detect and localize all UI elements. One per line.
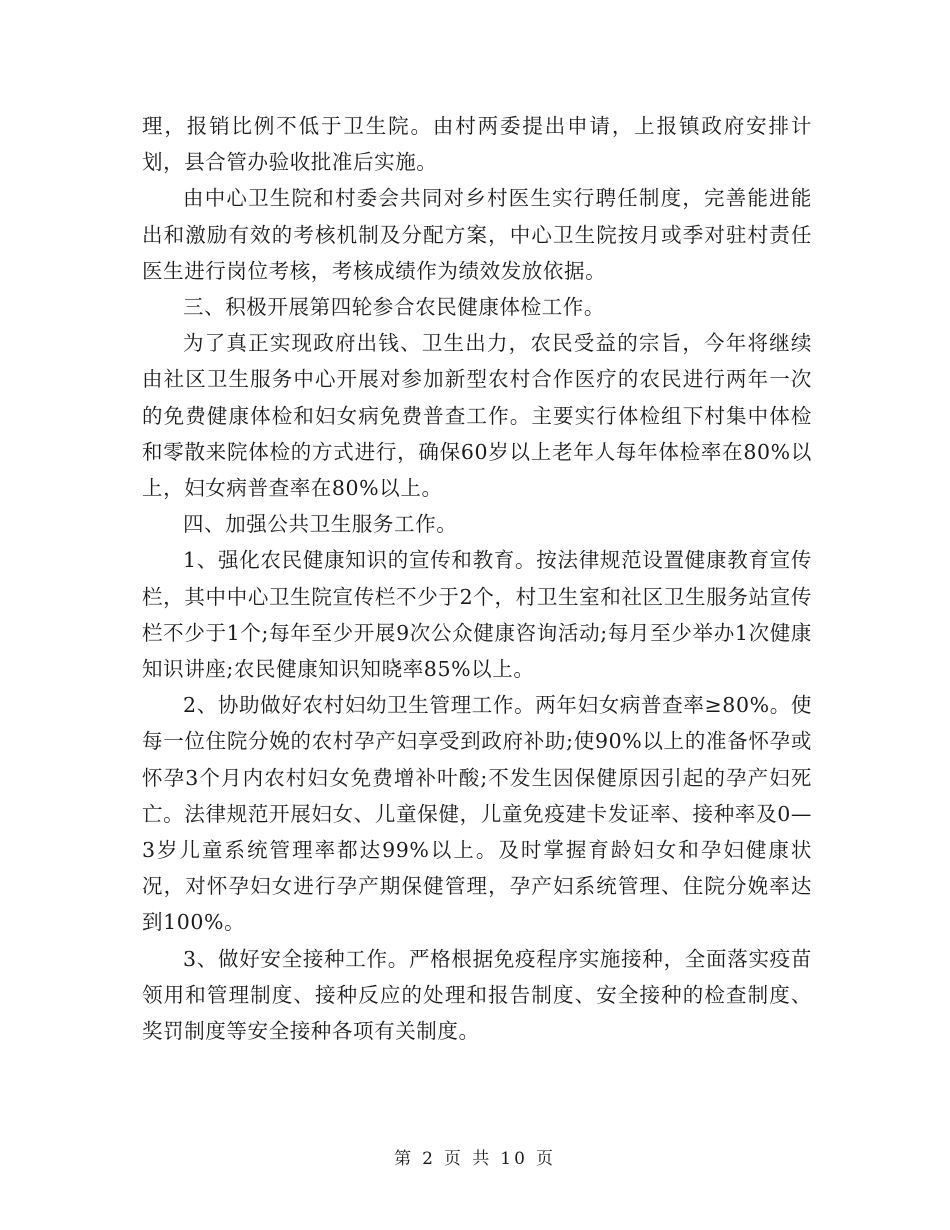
footer-middle: 页 共 (443, 1149, 493, 1169)
paragraph: 理，报销比例不低于卫生院。由村两委提出申请，上报镇政府安排计划，县合管办验收批准后实施。 (142, 114, 812, 175)
total-pages-number: 10 (500, 1149, 528, 1169)
paragraph: 由中心卫生院和村委会共同对乡村医生实行聘任制度，完善能进能出和激励有效的考核机制及分配方案，中心卫生院按月或季对驻村责任医生进行岗位考核，考核成绩作为绩效发放依据。 (142, 186, 812, 283)
paragraph: 1、强化农民健康知识的宣传和教育。按法律规范设置健康教育宣传栏，其中中心卫生院宣传栏不少于2个，村卫生室和社区卫生服务站宣传栏不少于1个;每年至少开展9次公众健康咨询活动;每月至少举办1次健康知识讲座;农民健康知识知晓率85%以上。 (142, 548, 812, 682)
page-footer (0, 1144, 950, 1169)
current-page-number: 2 (422, 1149, 436, 1169)
paragraph: 2、协助做好农村妇幼卫生管理工作。两年妇女病普查率≥80%。使每一位住院分娩的农村孕产妇享受到政府补助;使90%以上的准备怀孕或怀孕3个月内农村妇女免费增补叶酸;不发生因保健原因引起的孕产妇死亡。法律规范开展妇女、儿童保健，儿童免疫建卡发证率、接种率及0—3岁儿童系统管理率都达99%以上。及时掌握育龄妇女和孕妇健康状况，对怀孕妇女进行孕产期保健管理，孕产妇系统管理、住院分娩率达到100%。 (142, 693, 812, 935)
paragraph: 为了真正实现政府出钱、卫生出力，农民受益的宗旨，今年将继续由社区卫生服务中心开展对参加新型农村合作医疗的农民进行两年一次的免费健康体检和妇女病免费普查工作。主要实行体检组下村集中体检和零散来院体检的方式进行，确保60岁以上老年人每年体检率在80%以上，妇女病普查率在80%以上。 (142, 331, 812, 501)
footer-prefix: 第 (394, 1149, 415, 1169)
footer-suffix: 页 (535, 1149, 556, 1169)
paragraph: 3、做好安全接种工作。严格根据免疫程序实施接种，全面落实疫苗领用和管理制度、接种反应的处理和报告制度、安全接种的检查制度、奖罚制度等安全接种各项有关制度。 (142, 946, 812, 1044)
section-heading: 四、加强公共卫生服务工作。 (183, 512, 458, 537)
section-heading: 三、积极开展第四轮参合农民健康体检工作。 (183, 295, 605, 320)
document-body (142, 108, 812, 1049)
